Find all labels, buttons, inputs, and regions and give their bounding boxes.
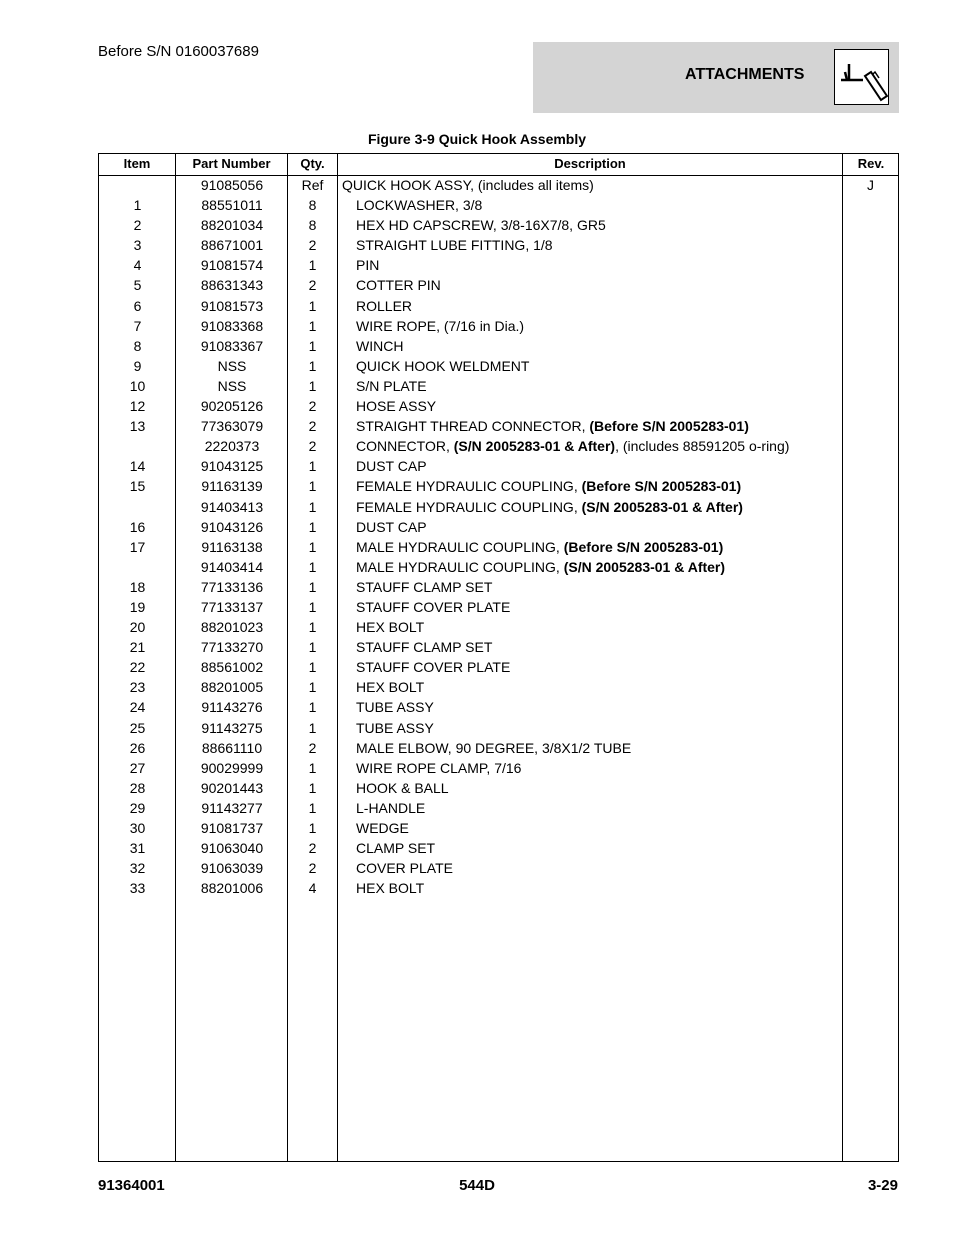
table-row xyxy=(99,518,898,538)
item-cell: 8 xyxy=(133,337,142,354)
table-row xyxy=(99,457,898,477)
description-cell xyxy=(356,478,741,494)
table-row xyxy=(99,638,898,658)
column-header-qty: Qty. xyxy=(300,156,325,171)
part-number-cell: 88201005 xyxy=(200,679,264,696)
part-number-cell: 91081574 xyxy=(200,257,264,274)
attachment-tool-icon xyxy=(834,49,889,105)
qty-cell: 2 xyxy=(308,438,317,455)
table-row xyxy=(99,779,898,799)
description-cell xyxy=(356,780,449,796)
description-cell xyxy=(356,840,435,856)
qty-cell: 2 xyxy=(308,860,317,877)
item-cell: 13 xyxy=(129,418,146,435)
description-text: QUICK HOOK WELDMENT xyxy=(356,357,530,374)
qty-cell: 8 xyxy=(308,217,317,234)
part-number-cell: 2220373 xyxy=(204,438,260,455)
description-cell xyxy=(356,539,723,555)
description-cell xyxy=(356,579,492,595)
table-row xyxy=(99,879,898,899)
column-header-rev: Rev. xyxy=(857,156,885,171)
description-text: TUBE ASSY xyxy=(356,719,434,736)
description-cell xyxy=(356,659,510,675)
qty-cell: 1 xyxy=(308,317,317,334)
item-cell: 28 xyxy=(129,779,146,796)
table-row xyxy=(99,558,898,578)
description-cell xyxy=(356,639,492,655)
doc-number: 91364001 xyxy=(98,1177,165,1194)
part-number-cell: 77133270 xyxy=(200,639,264,656)
qty-cell: 1 xyxy=(308,820,317,836)
description-text: HEX BOLT xyxy=(356,679,425,696)
qty-cell: 1 xyxy=(308,699,317,716)
description-text: HEX BOLT xyxy=(356,619,425,636)
table-row xyxy=(99,498,898,518)
column-header-item: Item xyxy=(123,156,151,171)
description-text: FEMALE HYDRAULIC COUPLING, xyxy=(356,478,582,495)
serial-note: (Before S/N 2005283-01) xyxy=(563,538,724,555)
serial-note: (S/N 2005283-01 & After) xyxy=(581,498,743,515)
description-text: LOCKWASHER, 3/8 xyxy=(356,197,483,214)
item-cell: 30 xyxy=(129,820,146,836)
table-row xyxy=(99,236,898,256)
item-cell: 17 xyxy=(129,538,146,555)
description-cell xyxy=(356,378,427,394)
item-cell: 5 xyxy=(133,277,142,294)
column-header-part-number: Part Number xyxy=(192,156,271,171)
table-row xyxy=(99,176,898,196)
parts-table xyxy=(98,153,899,1162)
qty-cell: 1 xyxy=(308,458,317,475)
table-row xyxy=(99,196,898,216)
item-cell: 10 xyxy=(129,377,146,394)
table-row xyxy=(99,618,898,638)
item-cell: 16 xyxy=(129,518,146,535)
description-cell xyxy=(356,277,441,293)
part-number-cell: 88201023 xyxy=(200,619,264,636)
description-cell xyxy=(356,438,789,454)
qty-cell: 1 xyxy=(308,639,317,656)
rev-cell: J xyxy=(867,177,874,193)
part-number-cell: 91163138 xyxy=(201,538,263,555)
description-text: DUST CAP xyxy=(356,458,427,475)
item-cell: 14 xyxy=(129,458,146,475)
item-cell: 6 xyxy=(133,297,142,314)
qty-cell: 1 xyxy=(308,759,317,776)
description-text: HEX BOLT xyxy=(356,880,425,897)
part-number-cell: 91083367 xyxy=(200,337,264,354)
description-cell xyxy=(356,720,434,736)
part-number-cell: 91043125 xyxy=(200,458,264,475)
table-row xyxy=(99,276,898,296)
qty-cell: 2 xyxy=(308,739,317,756)
serial-note: (Before S/N 2005283-01) xyxy=(589,418,749,435)
qty-cell: 8 xyxy=(308,197,317,214)
table-row xyxy=(99,437,898,457)
description-cell xyxy=(356,760,521,776)
qty-cell: 4 xyxy=(308,880,317,897)
section-header xyxy=(533,42,899,113)
table-row xyxy=(99,417,898,437)
qty-cell: 1 xyxy=(308,478,317,495)
table-row xyxy=(99,317,898,337)
description-cell xyxy=(356,217,606,233)
description-text: WINCH xyxy=(356,337,404,354)
part-number-cell: 88201006 xyxy=(200,880,264,897)
part-number-cell: 91143275 xyxy=(201,719,263,736)
description-cell xyxy=(356,398,436,414)
description-cell xyxy=(356,619,424,635)
part-number-cell: NSS xyxy=(217,357,247,374)
item-cell: 32 xyxy=(129,860,146,877)
part-number-cell: 77133136 xyxy=(200,578,264,595)
qty-cell: 1 xyxy=(308,558,317,575)
description-text: HOOK & BALL xyxy=(356,779,449,796)
item-cell: 24 xyxy=(129,699,146,716)
description-text: HOSE ASSY xyxy=(356,398,437,415)
part-number-cell: 88201034 xyxy=(200,217,264,234)
item-cell: 3 xyxy=(133,237,142,254)
table-row xyxy=(99,337,898,357)
description-text: STAUFF COVER PLATE xyxy=(356,598,511,615)
table-row xyxy=(99,477,898,497)
qty-cell: 1 xyxy=(308,779,317,796)
qty-cell: 1 xyxy=(308,538,317,555)
item-cell: 12 xyxy=(129,398,146,415)
item-cell: 31 xyxy=(129,840,146,857)
item-cell: 23 xyxy=(129,679,146,696)
description-cell xyxy=(356,338,403,354)
description-text: S/N PLATE xyxy=(356,377,427,394)
part-number-cell: 91403414 xyxy=(200,558,264,575)
part-number-cell: 91083368 xyxy=(200,317,264,334)
description-text: COVER PLATE xyxy=(356,860,453,877)
item-cell: 20 xyxy=(129,619,146,636)
item-cell: 19 xyxy=(129,598,146,615)
qty-cell: 1 xyxy=(308,659,317,676)
description-cell xyxy=(356,699,434,715)
part-number-cell: 88551011 xyxy=(201,197,263,214)
qty-cell: 1 xyxy=(308,719,317,736)
part-number-cell: 91085056 xyxy=(200,177,264,193)
description-text: CONNECTOR, xyxy=(356,438,454,455)
qty-cell: 2 xyxy=(308,277,317,294)
description-text: PIN xyxy=(356,257,380,274)
part-number-cell: 77363079 xyxy=(200,418,264,435)
description-cell xyxy=(356,740,631,756)
qty-cell: 1 xyxy=(308,357,317,374)
description-cell xyxy=(356,679,424,695)
parts-list xyxy=(99,176,898,899)
description-text: L-HANDLE xyxy=(356,799,426,816)
description-cell xyxy=(356,499,743,515)
qty-cell: 2 xyxy=(308,840,317,857)
description-text: MALE HYDRAULIC COUPLING, xyxy=(356,558,564,575)
part-number-cell: 88671001 xyxy=(200,237,264,254)
model-number: 544D xyxy=(459,1177,495,1194)
section-title: ATTACHMENTS xyxy=(685,66,805,83)
description-cell xyxy=(356,860,453,876)
table-row xyxy=(99,819,898,839)
table-row xyxy=(99,216,898,236)
table-row xyxy=(99,719,898,739)
part-number-cell: 88631343 xyxy=(200,277,264,294)
qty-cell: 2 xyxy=(308,237,317,254)
qty-cell: 1 xyxy=(308,498,317,515)
part-number-cell: 91043126 xyxy=(200,518,264,535)
figure-title: Figure 3-9 Quick Hook Assembly xyxy=(367,131,587,147)
description-cell xyxy=(356,800,425,816)
description-cell xyxy=(342,177,594,193)
item-cell: 18 xyxy=(129,578,146,595)
part-number-cell: 91081737 xyxy=(200,820,264,836)
column-header-description: Description xyxy=(554,156,626,171)
item-cell: 9 xyxy=(133,357,142,374)
item-cell: 25 xyxy=(129,719,146,736)
qty-cell: 1 xyxy=(308,377,317,394)
qty-cell: 1 xyxy=(308,297,317,314)
table-row xyxy=(99,658,898,678)
part-number-cell: 91143277 xyxy=(201,799,263,816)
part-number-cell: 91063039 xyxy=(200,860,264,877)
item-cell: 22 xyxy=(129,659,146,676)
part-number-cell: 77133137 xyxy=(200,598,264,615)
serial-note: (S/N 2005283-01 & After) xyxy=(563,558,726,575)
part-number-cell: 91081573 xyxy=(200,297,264,314)
part-number-cell: 90201443 xyxy=(200,779,264,796)
description-text: HEX HD CAPSCREW, 3/8-16X7/8, GR5 xyxy=(356,217,606,234)
table-row xyxy=(99,678,898,698)
part-number-cell: 88561002 xyxy=(200,659,264,676)
table-row xyxy=(99,859,898,879)
description-text: STRAIGHT THREAD CONNECTOR, xyxy=(356,418,590,435)
table-row xyxy=(99,839,898,859)
description-cell xyxy=(356,298,412,314)
table-row xyxy=(99,799,898,819)
qty-cell: 1 xyxy=(308,679,317,696)
description-text: QUICK HOOK ASSY, (includes all items) xyxy=(342,177,594,193)
table-row xyxy=(99,759,898,779)
item-cell: 33 xyxy=(129,880,146,897)
description-text: STAUFF CLAMP SET xyxy=(356,639,493,656)
qty-cell: 2 xyxy=(308,398,317,415)
item-cell: 29 xyxy=(129,799,146,816)
description-tail: , (includes 88591205 o-ring) xyxy=(615,438,790,455)
qty-cell: 1 xyxy=(308,518,317,535)
description-text: STRAIGHT LUBE FITTING, 1/8 xyxy=(356,237,553,254)
part-number-cell: 91143276 xyxy=(201,699,263,716)
table-row xyxy=(99,397,898,417)
item-cell: 2 xyxy=(133,217,142,234)
part-number-cell: NSS xyxy=(217,377,247,394)
qty-cell: Ref xyxy=(301,177,324,193)
serial-note: (Before S/N 2005283-01) xyxy=(581,478,742,495)
item-cell: 21 xyxy=(129,639,146,656)
description-cell xyxy=(356,358,529,374)
part-number-cell: 91403413 xyxy=(200,498,264,515)
item-cell: 4 xyxy=(133,257,142,274)
description-text: STAUFF COVER PLATE xyxy=(356,659,511,676)
table-row xyxy=(99,578,898,598)
qty-cell: 1 xyxy=(308,598,317,615)
item-cell: 7 xyxy=(133,317,142,334)
table-row xyxy=(99,357,898,377)
description-cell xyxy=(356,559,725,575)
item-cell: 26 xyxy=(129,739,146,756)
qty-cell: 1 xyxy=(308,578,317,595)
description-text: ROLLER xyxy=(356,297,413,314)
description-cell xyxy=(356,257,379,273)
table-row xyxy=(99,256,898,276)
table-row xyxy=(99,377,898,397)
qty-cell: 1 xyxy=(308,337,317,354)
description-text: CLAMP SET xyxy=(356,840,436,857)
description-cell xyxy=(356,197,482,213)
description-cell xyxy=(356,599,510,615)
qty-cell: 1 xyxy=(308,619,317,636)
table-row xyxy=(99,739,898,759)
item-cell: 1 xyxy=(133,197,142,214)
page-number: 3-29 xyxy=(867,1177,898,1194)
description-cell xyxy=(356,458,427,474)
table-row xyxy=(99,698,898,718)
description-cell xyxy=(356,237,553,253)
description-text: MALE HYDRAULIC COUPLING, xyxy=(356,538,564,555)
item-cell: 15 xyxy=(129,478,146,495)
table-row xyxy=(99,297,898,317)
description-text: WIRE ROPE, (7/16 in Dia.) xyxy=(356,317,525,334)
description-text: FEMALE HYDRAULIC COUPLING, xyxy=(356,498,582,515)
description-cell xyxy=(356,880,424,896)
table-row xyxy=(99,598,898,618)
description-text: COTTER PIN xyxy=(356,277,441,294)
serial-range-label: Before S/N 0160037689 xyxy=(98,43,259,60)
description-cell xyxy=(356,318,524,334)
table-row xyxy=(99,538,898,558)
description-text: WIRE ROPE CLAMP, 7/16 xyxy=(356,759,522,776)
description-text: TUBE ASSY xyxy=(356,699,434,716)
description-text: STAUFF CLAMP SET xyxy=(356,578,493,595)
description-cell xyxy=(356,418,749,434)
description-cell xyxy=(356,820,409,836)
part-number-cell: 90029999 xyxy=(200,759,264,776)
description-text: MALE ELBOW, 90 DEGREE, 3/8X1/2 TUBE xyxy=(356,739,632,756)
serial-note: (S/N 2005283-01 & After) xyxy=(453,438,616,455)
description-cell xyxy=(356,519,427,535)
part-number-cell: 91063040 xyxy=(200,840,264,857)
item-cell: 27 xyxy=(129,759,146,776)
description-text: WEDGE xyxy=(356,820,409,836)
qty-cell: 1 xyxy=(308,257,317,274)
part-number-cell: 90205126 xyxy=(200,398,264,415)
part-number-cell: 88661110 xyxy=(201,739,263,756)
qty-cell: 1 xyxy=(308,799,317,816)
qty-cell: 2 xyxy=(308,418,317,435)
description-text: DUST CAP xyxy=(356,518,427,535)
part-number-cell: 91163139 xyxy=(201,478,263,495)
